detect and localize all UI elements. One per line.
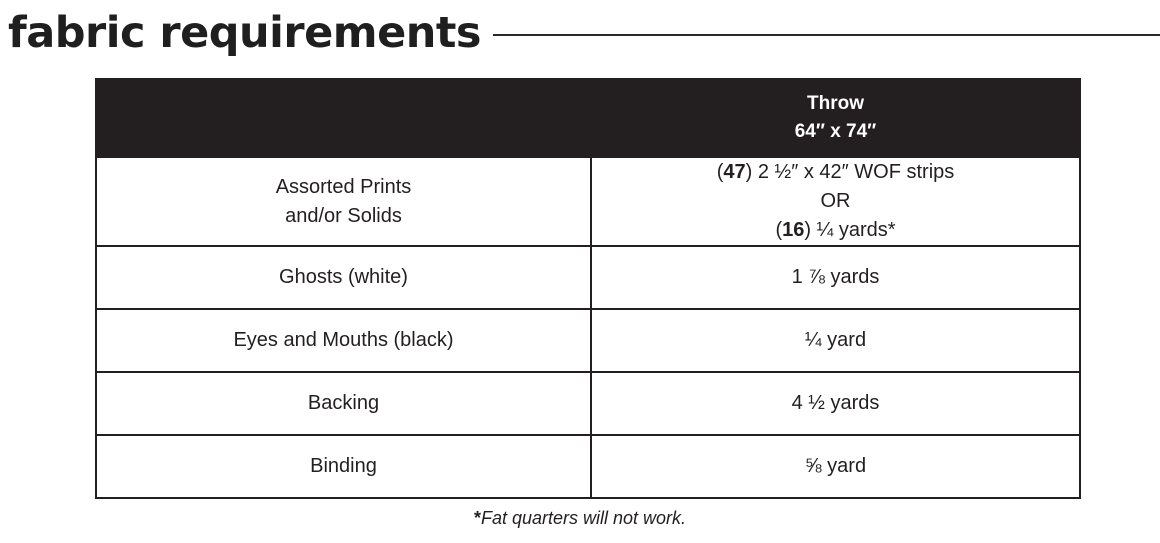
footnote-asterisk: * xyxy=(473,508,481,528)
heading-rule-divider xyxy=(493,34,1160,36)
requirement-cell: ¼ yard xyxy=(591,309,1080,372)
fabric-requirements-table xyxy=(95,78,1081,499)
item-cell xyxy=(96,157,591,246)
size-name: Throw xyxy=(807,93,864,114)
item-label-line: and/or Solids xyxy=(285,204,402,227)
table-header-row xyxy=(96,79,1080,157)
item-cell: Ghosts (white) xyxy=(96,246,591,309)
table-row xyxy=(96,246,1080,309)
requirement-cell xyxy=(591,157,1080,246)
size-dimensions: 64″ x 74″ xyxy=(794,121,877,142)
footnote xyxy=(0,508,1160,529)
requirement-line: (47) 2 ½″ x 42″ WOF strips xyxy=(716,161,955,183)
quarter-yard-description: ¼ yards* xyxy=(811,219,896,241)
item-cell: Backing xyxy=(96,372,591,435)
requirement-cell: 1 ⅞ yards xyxy=(591,246,1080,309)
requirement-line: (16) ¼ yards* xyxy=(775,219,896,241)
table-row xyxy=(96,309,1080,372)
item-label-line: Assorted Prints xyxy=(275,175,412,198)
table-row xyxy=(96,372,1080,435)
page-title: fabric requirements xyxy=(8,8,482,58)
table-row xyxy=(96,157,1080,246)
requirement-cell: ⅝ yard xyxy=(591,435,1080,498)
quarter-yard-count: 16 xyxy=(782,219,805,241)
item-cell: Eyes and Mouths (black) xyxy=(96,309,591,372)
strip-count: 47 xyxy=(723,161,746,183)
item-cell: Binding xyxy=(96,435,591,498)
requirement-or: OR xyxy=(820,190,851,212)
header-cell-size xyxy=(591,79,1080,157)
footnote-text: Fat quarters will not work. xyxy=(480,508,687,528)
table-row xyxy=(96,435,1080,498)
header-cell-item xyxy=(96,79,591,157)
requirement-cell: 4 ½ yards xyxy=(591,372,1080,435)
section-heading xyxy=(8,4,1160,62)
strip-description: 2 ½″ x 42″ WOF strips xyxy=(752,161,955,183)
